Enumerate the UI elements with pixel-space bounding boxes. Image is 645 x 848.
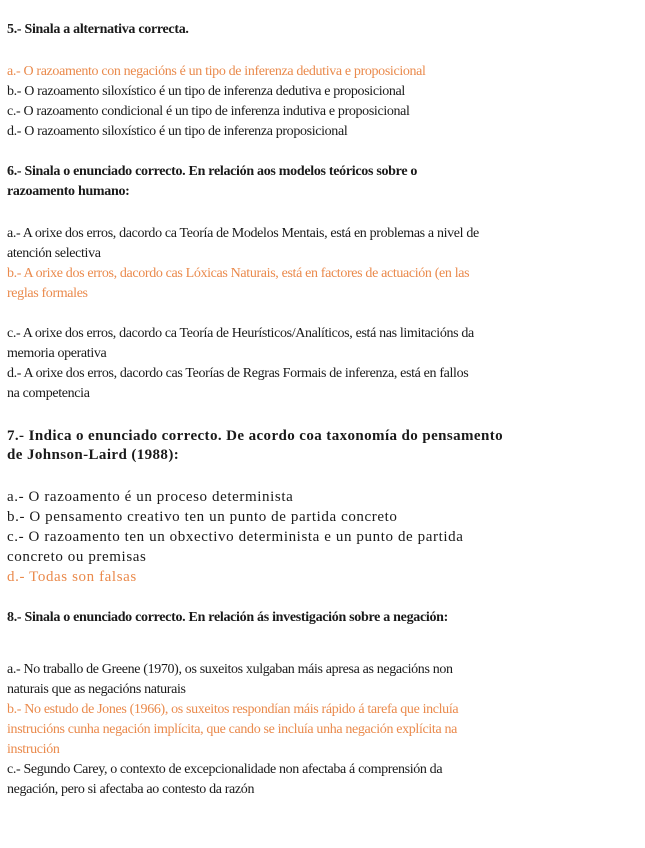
question-7-title-line2: de Johnson-Laird (1988): (7, 447, 180, 463)
question-6 (7, 162, 641, 404)
question-8-option-c-cont: negación, pero si afectaba ao contesto da razón (7, 782, 255, 797)
question-7-option-c: c.- O razoamento ten un obxectivo determinista e un punto de partida (7, 529, 464, 545)
question-8-title: 8.- Sinala o enunciado correcto. En relación ás investigación sobre a negación: (7, 610, 449, 625)
question-6-option-b: b.- A orixe dos erros, dacordo cas Lóxicas Naturais, está en factores de actuación (en las (7, 266, 470, 281)
question-6-option-d-cont: na competencia (7, 386, 90, 401)
question-5 (7, 20, 641, 142)
question-6-option-a: a.- A orixe dos erros, dacordo ca Teoría de Modelos Mentais, está en problemas a nivel de (7, 226, 479, 241)
question-6-title-line2: razoamento humano: (7, 184, 130, 199)
question-8-option-b-cont2: instrución (7, 742, 60, 757)
question-5-option-a: a.- O razoamento con negacións é un tipo de inferenza dedutiva e proposicional (7, 64, 426, 79)
question-7-option-d: d.- Todas son falsas (7, 569, 137, 585)
question-7-option-c-cont: concreto ou premisas (7, 549, 147, 565)
question-7-title-line1: 7.- Indica o enunciado correcto. De acordo coa taxonomía do pensamento (7, 428, 504, 444)
question-5-option-d: d.- O razoamento siloxístico é un tipo de inferenza proposicional (7, 124, 348, 139)
question-6-option-d: d.- A orixe dos erros, dacordo cas Teorías de Regras Formais de inferenza, está en fallos (7, 366, 469, 381)
question-8-option-b: b.- No estudo de Jones (1966), os suxeitos respondían máis rápido á tarefa que incluía (7, 702, 459, 717)
question-8-option-a: a.- No traballo de Greene (1970), os suxeitos xulgaban máis apresa as negacións non (7, 662, 453, 677)
question-6-option-c-cont: memoria operativa (7, 346, 107, 361)
question-6-option-c: c.- A orixe dos erros, dacordo ca Teoría de Heurísticos/Analíticos, está nas limitacións da (7, 326, 474, 341)
question-5-title: 5.- Sinala a alternativa correcta. (7, 22, 189, 37)
question-6-option-a-cont: atención selectiva (7, 246, 101, 261)
question-5-option-c: c.- O razoamento condicional é un tipo de inferenza indutiva e proposicional (7, 104, 410, 119)
question-7-option-a: a.- O razoamento é un proceso determinista (7, 489, 294, 505)
question-6-option-b-cont: reglas formales (7, 286, 88, 301)
question-7-option-b: b.- O pensamento creativo ten un punto de partida concreto (7, 509, 398, 525)
question-5-option-b: b.- O razoamento siloxístico é un tipo de inferenza dedutiva e proposicional (7, 84, 405, 99)
question-8-option-c: c.- Segundo Carey, o contexto de excepcionalidade non afectaba á comprensión da (7, 762, 443, 777)
question-8-option-a-cont: naturais que as negacións naturais (7, 682, 186, 697)
question-8-option-b-cont: instrucións cunha negación implícita, que cando se incluía unha negación explícita na (7, 722, 457, 737)
question-7 (7, 427, 641, 587)
question-6-title-line1: 6.- Sinala o enunciado correcto. En relación aos modelos teóricos sobre o (7, 164, 418, 179)
question-8 (7, 608, 641, 800)
